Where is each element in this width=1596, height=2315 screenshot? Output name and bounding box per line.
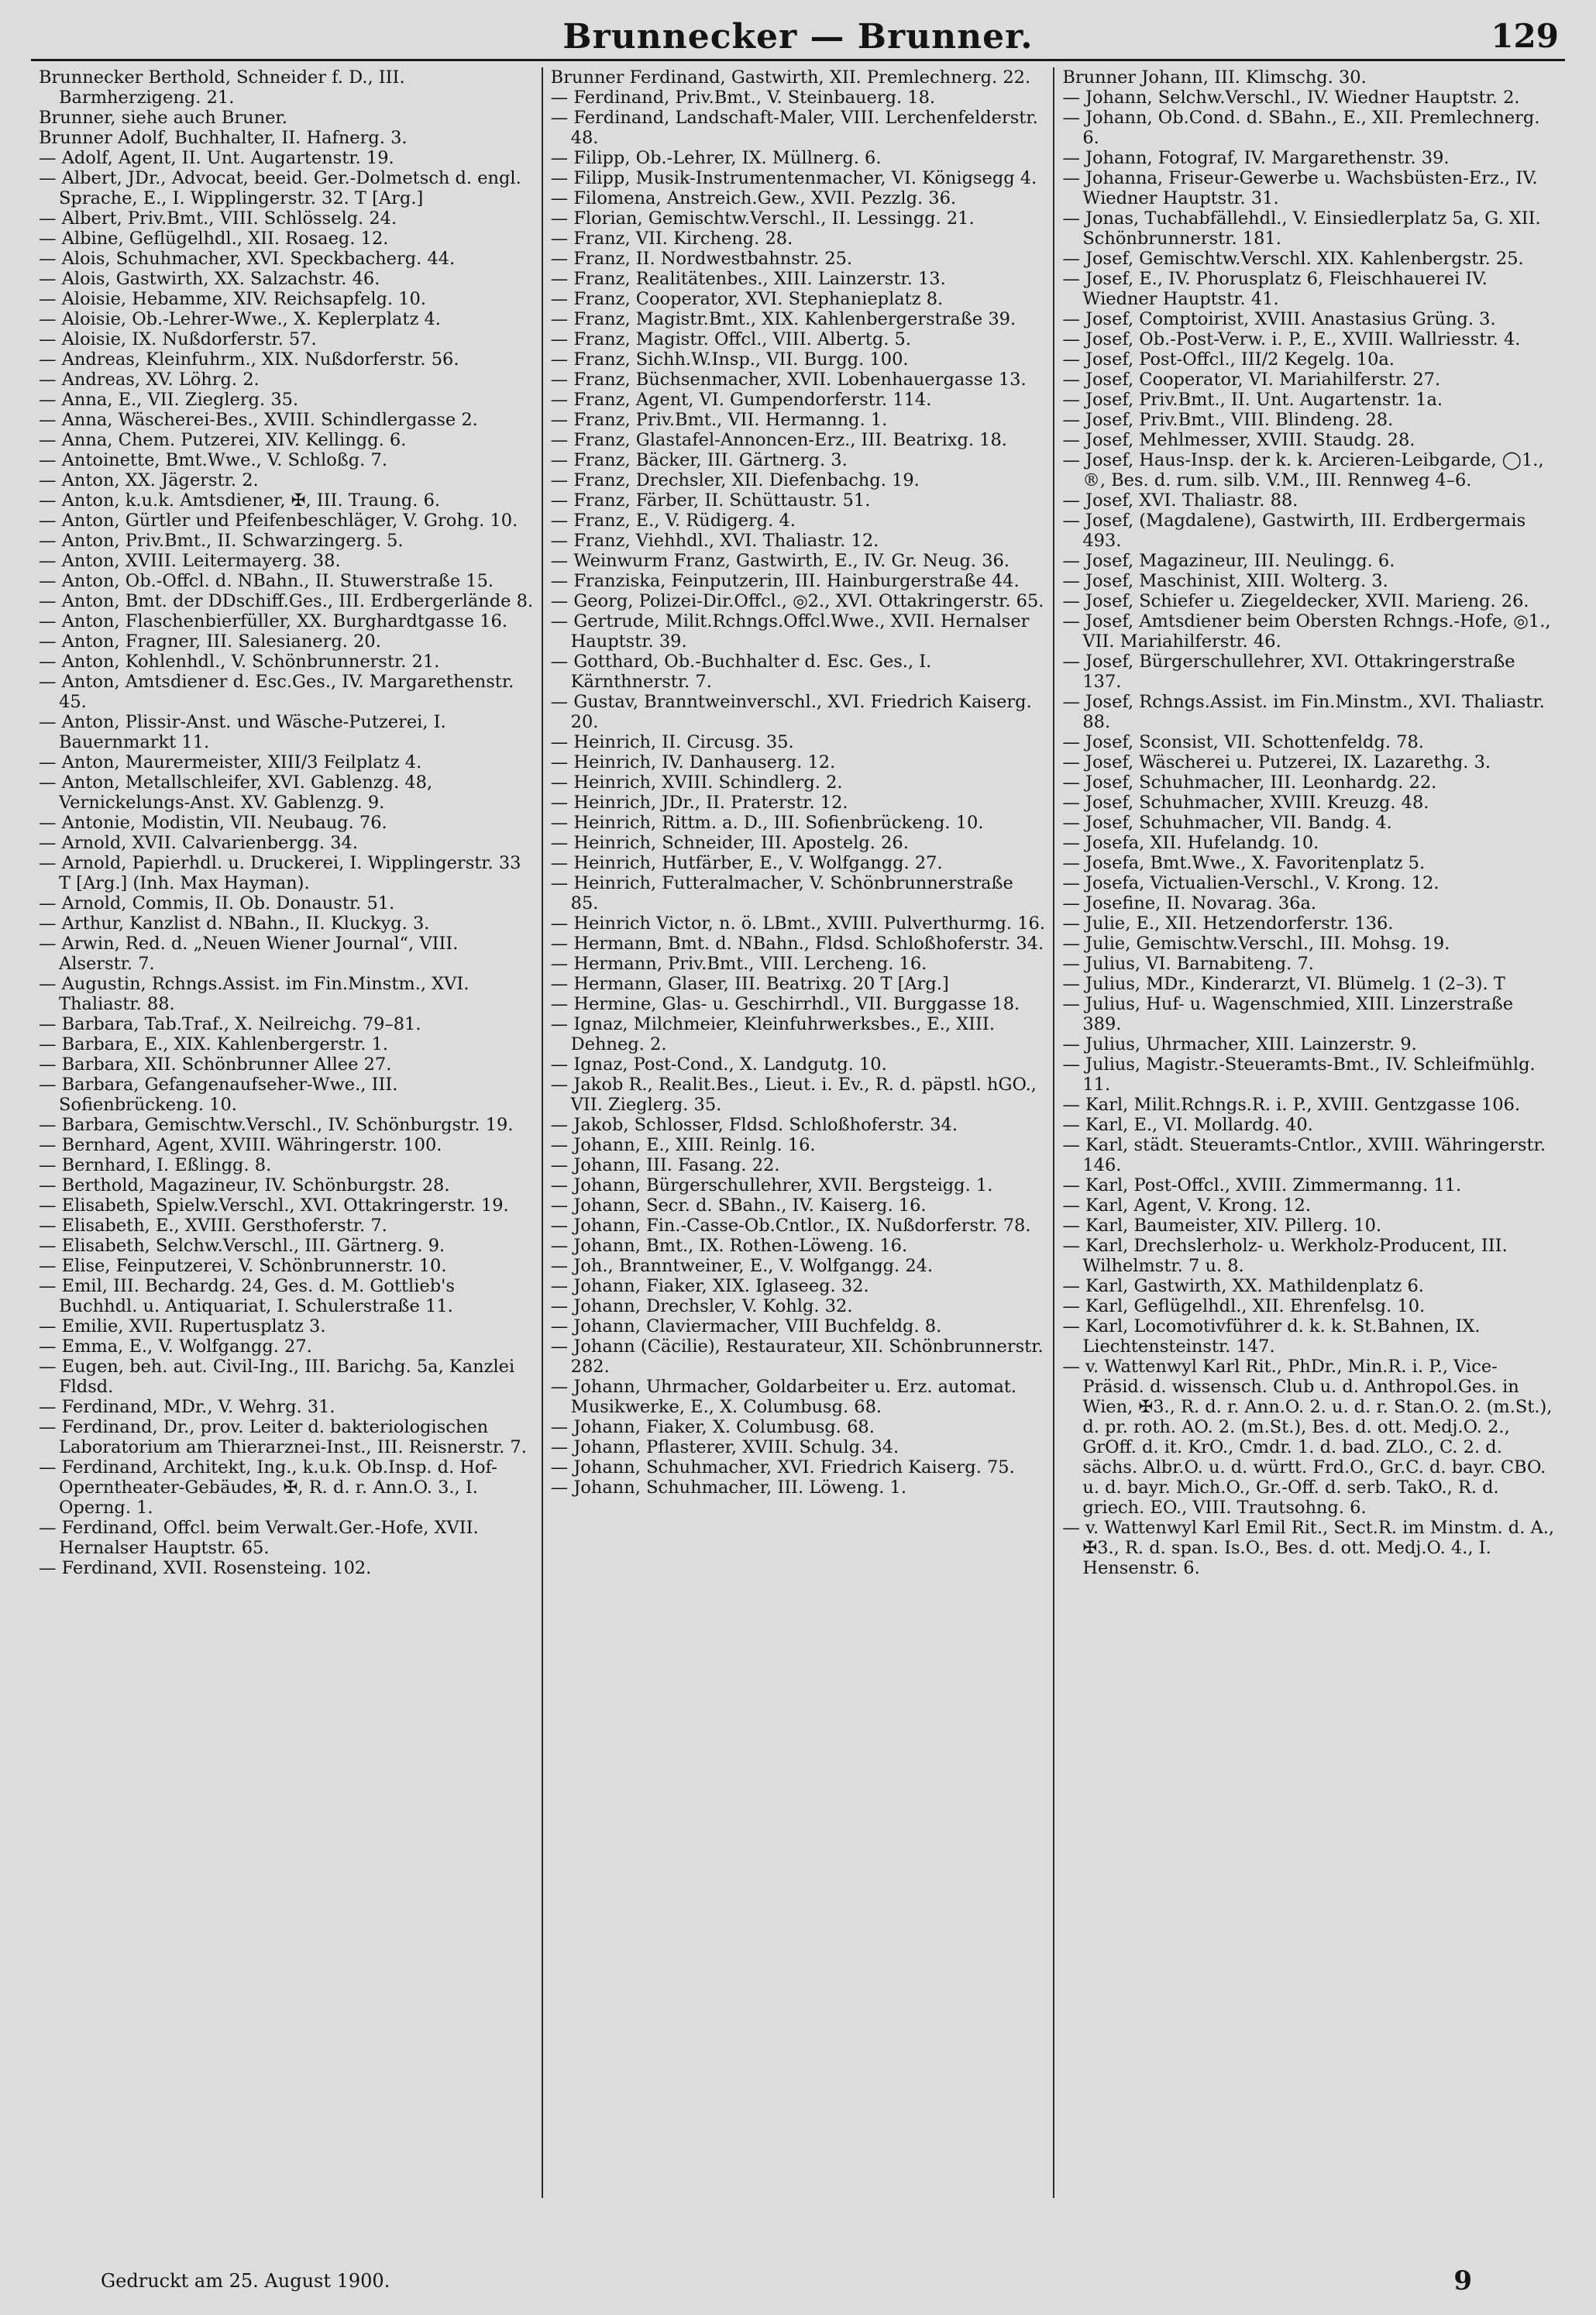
directory-entry: — Johann, Fin.-Casse-Ob.Cntlor., IX. Nußdorferstr. 78. <box>550 1216 1031 1236</box>
directory-entry: — Filomena, Anstreich.Gew., XVII. Pezzlg. 36. <box>550 188 957 208</box>
directory-entry: — Josef, Post-Offcl., III/2 Kegelg. 10a. <box>1062 349 1395 370</box>
directory-entry: — Franz, Bäcker, III. Gärtnerg. 3. <box>550 450 848 470</box>
directory-entry: — Barbara, E., XIX. Kahlenbergerstr. 1. <box>39 1034 389 1054</box>
directory-entry: — Aloisie, Ob.-Lehrer-Wwe., X. Keplerplatz 4. <box>39 309 441 329</box>
directory-entry: — Arnold, Papierhdl. u. Druckerei, I. Wipplingerstr. 33 T [Arg.] (Inh. Max Hayman). <box>39 853 521 893</box>
directory-entry: — Josef, Ob.-Post-Verw. i. P., E., XVIII. Wallriesstr. 4. <box>1062 329 1521 349</box>
directory-entry: — Anton, Fragner, III. Salesianerg. 20. <box>39 631 381 652</box>
directory-entry: — Josefa, XII. Hufelandg. 10. <box>1062 833 1319 853</box>
directory-entry: — Franz, E., V. Rüdigerg. 4. <box>550 511 796 531</box>
directory-entry: — Johann, Schuhmacher, XVI. Friedrich Kaiserg. 75. <box>550 1457 1015 1477</box>
directory-entry: — Johann, Fotograf, IV. Margarethenstr. 39. <box>1062 148 1450 168</box>
directory-entry: — Josef, E., IV. Phorusplatz 6, Fleischhauerei IV. Wiedner Hauptstr. 41. <box>1062 269 1488 309</box>
directory-entry: — Josef, Priv.Bmt., VIII. Blindeng. 28. <box>1062 410 1394 430</box>
directory-entry: — Anton, Flaschenbierfüller, XX. Burghardtgasse 16. <box>39 611 508 631</box>
directory-entry: — Arnold, Commis, II. Ob. Donaustr. 51. <box>39 893 395 913</box>
directory-entry: — Gertrude, Milit.Rchngs.Offcl.Wwe., XVII. Hernalser Hauptstr. 39. <box>550 611 1030 652</box>
directory-entry: — Emma, E., V. Wolfgangg. 27. <box>39 1336 312 1357</box>
directory-entry: — Albine, Geflügelhdl., XII. Rosaeg. 12. <box>39 229 389 249</box>
directory-entry: — Josef, Amtsdiener beim Obersten Rchngs.-Hofe, ◎1., VII. Mariahilferstr. 46. <box>1062 611 1551 652</box>
directory-entry: — Ferdinand, Offcl. beim Verwalt.Ger.-Hofe, XVII. Hernalser Hauptstr. 65. <box>39 1518 479 1558</box>
directory-entry: — Florian, Gemischtw.Verschl., II. Lessingg. 21. <box>550 208 975 229</box>
directory-entry: — Anna, Chem. Putzerei, XIV. Kellingg. 6. <box>39 430 407 450</box>
directory-entry: — Heinrich, Hutfärber, E., V. Wolfgangg. 27. <box>550 853 943 873</box>
directory-entry: — Josef, Schuhmacher, XVIII. Kreuzg. 48. <box>1062 793 1429 813</box>
directory-entry: — Heinrich, IV. Danhauserg. 12. <box>550 752 836 772</box>
signature-mark: 9 <box>1453 2265 1472 2296</box>
directory-entry: — Johann, Bmt., IX. Rothen-Löweng. 16. <box>550 1236 908 1256</box>
directory-entry: — Aloisie, IX. Nußdorferstr. 57. <box>39 329 317 349</box>
directory-entry: — Johann, Secr. d. SBahn., IV. Kaiserg. 16. <box>550 1195 927 1216</box>
directory-entry: — Johann, Claviermacher, VIII Buchfeldg. 8. <box>550 1316 942 1336</box>
directory-entry: — Julius, Magistr.-Steueramts-Bmt., IV. Schleifmühlg. 11. <box>1062 1054 1536 1095</box>
directory-entry: — Franz, Cooperator, XVI. Stephanieplatz 8. <box>550 289 944 309</box>
columns <box>31 67 1565 2198</box>
directory-entry: — Jonas, Tuchabfällehdl., V. Einsiedlerplatz 5a, G. XII. Schönbrunnerstr. 181. <box>1062 208 1541 249</box>
directory-entry: — Weinwurm Franz, Gastwirth, E., IV. Gr. Neug. 36. <box>550 551 1010 571</box>
directory-entry: — Anna, E., VII. Zieglerg. 35. <box>39 390 299 410</box>
directory-entry: — Joh., Branntweiner, E., V. Wolfgangg. 24. <box>550 1256 934 1276</box>
directory-entry: — Johann, Uhrmacher, Goldarbeiter u. Erz. automat. Musikwerke, E., X. Columbusg. 68. <box>550 1377 1017 1417</box>
directory-entry: — Heinrich, JDr., II. Praterstr. 12. <box>550 793 848 813</box>
directory-entry: — Josef, Rchngs.Assist. im Fin.Minstm., XVI. Thaliastr. 88. <box>1062 692 1545 732</box>
directory-entry: — Franz, Agent, VI. Gumpendorferstr. 114. <box>550 390 932 410</box>
directory-entry: — Anton, Plissir-Anst. und Wäsche-Putzerei, I. Bauernmarkt 11. <box>39 712 446 752</box>
directory-entry: — Josef, Magazineur, III. Neulingg. 6. <box>1062 551 1395 571</box>
directory-entry: — Barbara, Gefangenaufseher-Wwe., III. Sofienbrückeng. 10. <box>39 1075 398 1115</box>
directory-entry: — Karl, Baumeister, XIV. Pillerg. 10. <box>1062 1216 1382 1236</box>
directory-entry: — Karl, Drechslerholz- u. Werkholz-Producent, III. Wilhelmstr. 7 u. 8. <box>1062 1236 1508 1276</box>
directory-entry: — Johann, E., XIII. Reinlg. 16. <box>550 1135 816 1155</box>
column-3 <box>1054 67 1565 2198</box>
directory-entry: — Bernhard, I. Eßlingg. 8. <box>39 1155 272 1175</box>
directory-entry: — Franz, Färber, II. Schüttaustr. 51. <box>550 490 871 511</box>
directory-entry: — Ferdinand, Landschaft-Maler, VIII. Lerchenfelderstr. 48. <box>550 108 1038 148</box>
column-2 <box>543 67 1055 2198</box>
directory-entry: — Karl, E., VI. Mollardg. 40. <box>1062 1115 1313 1135</box>
directory-entry: — Johann, III. Fasang. 22. <box>550 1155 780 1175</box>
directory-entry: — Barbara, XII. Schönbrunner Allee 27. <box>39 1054 392 1075</box>
directory-entry: — Johann (Cäcilie), Restaurateur, XII. Schönbrunnerstr. 282. <box>550 1336 1044 1377</box>
directory-entry: — Elisabeth, Selchw.Verschl., III. Gärtnerg. 9. <box>39 1236 445 1256</box>
directory-entry: — Adolf, Agent, II. Unt. Augartenstr. 19. <box>39 148 394 168</box>
directory-entry: — Hermann, Bmt. d. NBahn., Fldsd. Schloßhoferstr. 34. <box>550 934 1044 954</box>
directory-entry: — Anton, k.u.k. Amtsdiener, ✠, III. Traung. 6. <box>39 490 441 511</box>
column-1 <box>31 67 543 2198</box>
directory-entry: — Franz, Magistr.Bmt., XIX. Kahlenbergerstraße 39. <box>550 309 1016 329</box>
directory-entry: — Franz, Magistr. Offcl., VIII. Albertg. 5. <box>550 329 912 349</box>
directory-entry: — Emilie, XVII. Rupertusplatz 3. <box>39 1316 326 1336</box>
directory-entry: — v. Wattenwyl Karl Emil Rit., Sect.R. im Minstm. d. A., ✠3., R. d. span. Is.O., Bes. d. ott. Medj.O. 4., I. Hensenstr. 6. <box>1062 1518 1555 1578</box>
directory-entry: — Karl, Post-Offcl., XVIII. Zimmermanng. 11. <box>1062 1175 1462 1195</box>
directory-entry: — Ferdinand, Dr., prov. Leiter d. bakteriologischen Laboratorium am Thierarznei-Inst., III. Reisnerstr. 7. <box>39 1417 527 1457</box>
directory-entry: — Josef, Schiefer u. Ziegeldecker, XVII. Marieng. 26. <box>1062 591 1529 611</box>
directory-entry: — Anton, Ob.-Offcl. d. NBahn., II. Stuwerstraße 15. <box>39 571 494 591</box>
directory-entry: — Andreas, XV. Löhrg. 2. <box>39 370 260 390</box>
directory-entry: — Albert, Priv.Bmt., VIII. Schlösselg. 24. <box>39 208 397 229</box>
directory-entry: — Johann, Schuhmacher, III. Löweng. 1. <box>550 1477 907 1498</box>
directory-entry: — Arwin, Red. d. „Neuen Wiener Journal“, VIII. Alserstr. 7. <box>39 934 459 974</box>
footer <box>31 2265 1565 2301</box>
directory-entry: — Franz, Realitätenbes., XIII. Lainzerstr. 13. <box>550 269 946 289</box>
directory-entry: — Josefa, Victualien-Verschl., V. Krong. 12. <box>1062 873 1439 893</box>
directory-entry: — Emil, III. Bechardg. 24, Ges. d. M. Gottlieb's Buchhdl. u. Antiquariat, I. Schulerstraße 11. <box>39 1276 455 1316</box>
directory-entry: — Jakob, Schlosser, Fldsd. Schloßhoferstr. 34. <box>550 1115 958 1135</box>
directory-entry: — Franz, Büchsenmacher, XVII. Lobenhauergasse 13. <box>550 370 1027 390</box>
directory-entry: — Hermann, Priv.Bmt., VIII. Lercheng. 16. <box>550 954 927 974</box>
directory-entry: — Johann, Fiaker, X. Columbusg. 68. <box>550 1417 875 1437</box>
printed-date: Gedruckt am 25. August 1900. <box>101 2270 390 2292</box>
directory-entry: — Karl, Geflügelhdl., XII. Ehrenfelsg. 10. <box>1062 1296 1426 1316</box>
directory-entry: — Johann, Drechsler, V. Kohlg. 32. <box>550 1296 853 1316</box>
directory-entry: — Julius, Huf- u. Wagenschmied, XIII. Linzerstraße 389. <box>1062 994 1514 1034</box>
directory-entry: — Anton, Kohlenhdl., V. Schönbrunnerstr. 21. <box>39 652 440 672</box>
page-number: 129 <box>1491 17 1559 55</box>
directory-entry: — Anton, XX. Jägerstr. 2. <box>39 470 259 490</box>
directory-entry: — Eugen, beh. aut. Civil-Ing., III. Barichg. 5a, Kanzlei Fldsd. <box>39 1357 515 1397</box>
directory-entry: — Alois, Schuhmacher, XVI. Speckbacherg. 44. <box>39 249 456 269</box>
directory-entry: — Franz, Sichh.W.Insp., VII. Burgg. 100. <box>550 349 909 370</box>
directory-entry: — Josef, Maschinist, XIII. Wolterg. 3. <box>1062 571 1388 591</box>
directory-entry: Brunner Ferdinand, Gastwirth, XII. Premlechnerg. 22. <box>550 67 1031 88</box>
directory-entry: — Karl, Milit.Rchngs.R. i. P., XVIII. Gentzgasse 106. <box>1062 1095 1521 1115</box>
directory-entry: — Ferdinand, MDr., V. Wehrg. 31. <box>39 1397 335 1417</box>
directory-entry: — Josef, Haus-Insp. der k. k. Arcieren-Leibgarde, ◯1., ®, Bes. d. rum. silb. V.M., III. Rennweg 4–6. <box>1062 450 1544 490</box>
directory-entry: — Franz, Viehhdl., XVI. Thaliastr. 12. <box>550 531 879 551</box>
directory-entry: — Alois, Gastwirth, XX. Salzachstr. 46. <box>39 269 380 289</box>
directory-entry: — Julius, Uhrmacher, XIII. Lainzerstr. 9. <box>1062 1034 1417 1054</box>
directory-entry: — Arnold, XVII. Calvarienbergg. 34. <box>39 833 359 853</box>
directory-entry: — Josef, Cooperator, VI. Mariahilferstr. 27. <box>1062 370 1441 390</box>
directory-entry: — Heinrich, II. Circusg. 35. <box>550 732 794 752</box>
directory-entry: — v. Wattenwyl Karl Rit., PhDr., Min.R. i. P., Vice-Präsid. d. wissensch. Club u. d. Anthropol.Ges. in Wien, ✠3., R. d. r. Ann.O. 2. u. d. r. Stan.O. 2. (m.St.), d. pr. roth. AO. 2. (m.St.), Bes. d. ott. Medj.O. 2., GrOff. d. it. KrO., Cmdr. 1. d. bad. ZLO., C. 2. d. sächs. Albr.O. u. d. württ. Frd.O., Gr.C. d. bayr. CBO. u. d. bayr. Mich.O., Gr.-Off. d. serb. TakO., R. d. griech. EO., VIII. Trautsohng. 6. <box>1062 1357 1553 1518</box>
directory-entry: — Andreas, Kleinfuhrm., XIX. Nußdorferstr. 56. <box>39 349 459 370</box>
directory-entry: — Bernhard, Agent, XVIII. Währingerstr. 100. <box>39 1135 442 1155</box>
directory-entry: — Franziska, Feinputzerin, III. Hainburgerstraße 44. <box>550 571 1020 591</box>
directory-entry: — Josef, Priv.Bmt., II. Unt. Augartenstr. 1a. <box>1062 390 1443 410</box>
directory-entry: Brunnecker Berthold, Schneider f. D., III. Barmherzigeng. 21. <box>39 67 405 108</box>
directory-entry: — Johann, Bürgerschullehrer, XVII. Bergsteigg. 1. <box>550 1175 993 1195</box>
directory-entry: — Anton, Bmt. der DDschiff.Ges., III. Erdbergerlände 8. <box>39 591 534 611</box>
directory-entry: — Augustin, Rchngs.Assist. im Fin.Minstm., XVI. Thaliastr. 88. <box>39 974 470 1014</box>
directory-entry: — Josef, Wäscherei u. Putzerei, IX. Lazarethg. 3. <box>1062 752 1491 772</box>
directory-entry: — Ferdinand, XVII. Rosensteing. 102. <box>39 1558 372 1578</box>
directory-entry: — Josef, Schuhmacher, III. Leonhardg. 22. <box>1062 772 1437 793</box>
directory-entry: — Heinrich, Schneider, III. Apostelg. 26. <box>550 833 909 853</box>
directory-entry: — Josef, Bürgerschullehrer, XVI. Ottakringerstraße 137. <box>1062 652 1515 692</box>
directory-entry: — Franz, II. Nordwestbahnstr. 25. <box>550 249 853 269</box>
directory-entry: — Gotthard, Ob.-Buchhalter d. Esc. Ges., I. Kärnthnerstr. 7. <box>550 652 932 692</box>
directory-entry: — Julie, Gemischtw.Verschl., III. Mohsg. 19. <box>1062 934 1450 954</box>
directory-entry: — Anton, Gürtler und Pfeifenbeschläger, V. Grohg. 10. <box>39 511 518 531</box>
directory-entry: — Julius, MDr., Kinderarzt, VI. Blümelg. 1 (2–3). T <box>1062 974 1505 994</box>
directory-entry: — Johanna, Friseur-Gewerbe u. Wachsbüsten-Erz., IV. Wiedner Hauptstr. 31. <box>1062 168 1538 208</box>
directory-entry: — Karl, Agent, V. Krong. 12. <box>1062 1195 1311 1216</box>
directory-entry: — Elisabeth, Spielw.Verschl., XVI. Ottakringerstr. 19. <box>39 1195 509 1216</box>
directory-entry: — Josef, Sconsist, VII. Schottenfeldg. 78. <box>1062 732 1424 752</box>
directory-entry: — Filipp, Ob.-Lehrer, IX. Müllnerg. 6. <box>550 148 882 168</box>
directory-entry: — Josef, Gemischtw.Verschl. XIX. Kahlenbergstr. 25. <box>1062 249 1524 269</box>
directory-entry: — Heinrich Victor, n. ö. LBmt., XVIII. Pulverthurmg. 16. <box>550 913 1045 934</box>
directory-entry: — Josefine, II. Novarag. 36a. <box>1062 893 1317 913</box>
directory-entry: — Elisabeth, E., XVIII. Gersthoferstr. 7. <box>39 1216 387 1236</box>
running-title: Brunnecker — Brunner. <box>562 16 1034 57</box>
directory-entry: — Franz, Drechsler, XII. Diefenbachg. 19. <box>550 470 920 490</box>
directory-entry: — Albert, JDr., Advocat, beeid. Ger.-Dolmetsch d. engl. Sprache, E., I. Wipplingerstr. 32. T [Arg.] <box>39 168 521 208</box>
directory-entry: — Heinrich, XVIII. Schindlerg. 2. <box>550 772 843 793</box>
directory-entry: — Anton, Metallschleifer, XVI. Gablenzg. 48, Vernickelungs-Anst. XV. Gablenzg. 9. <box>39 772 433 813</box>
directory-entry: — Anton, Priv.Bmt., II. Schwarzingerg. 5. <box>39 531 404 551</box>
directory-entry: Brunner, siehe auch Bruner. <box>39 108 287 128</box>
directory-entry: — Jakob R., Realit.Bes., Lieut. i. Ev., R. d. päpstl. hGO., VII. Zieglerg. 35. <box>550 1075 1037 1115</box>
directory-entry: — Georg, Polizei-Dir.Offcl., ◎2., XVI. Ottakringerstr. 65. <box>550 591 1044 611</box>
directory-entry: — Anton, Maurermeister, XIII/3 Feilplatz 4. <box>39 752 422 772</box>
running-head <box>31 14 1565 61</box>
directory-entry: — Ferdinand, Architekt, Ing., k.u.k. Ob.Insp. d. Hof-Operntheater-Gebäudes, ✠, R. d. r. Ann.O. 3., I. Operng. 1. <box>39 1457 497 1518</box>
directory-entry: — Johann, Ob.Cond. d. SBahn., E., XII. Premlechnerg. 6. <box>1062 108 1540 148</box>
directory-entry: — Johann, Selchw.Verschl., IV. Wiedner Hauptstr. 2. <box>1062 88 1520 108</box>
directory-entry: — Elise, Feinputzerei, V. Schönbrunnerstr. 10. <box>39 1256 447 1276</box>
directory-entry: — Ferdinand, Priv.Bmt., V. Steinbauerg. 18. <box>550 88 936 108</box>
directory-entry: — Johann, Pflasterer, XVIII. Schulg. 34. <box>550 1437 899 1457</box>
directory-entry: — Antonie, Modistin, VII. Neubaug. 76. <box>39 813 387 833</box>
directory-entry: — Antoinette, Bmt.Wwe., V. Schloßg. 7. <box>39 450 387 470</box>
directory-entry: — Arthur, Kanzlist d. NBahn., II. Kluckyg. 3. <box>39 913 430 934</box>
directory-entry: — Heinrich, Rittm. a. D., III. Sofienbrückeng. 10. <box>550 813 984 833</box>
directory-entry: — Julius, VI. Barnabiteng. 7. <box>1062 954 1314 974</box>
directory-entry: Brunner Adolf, Buchhalter, II. Hafnerg. 3. <box>39 128 408 148</box>
directory-entry: — Julie, E., XII. Hetzendorferstr. 136. <box>1062 913 1394 934</box>
directory-entry: — Berthold, Magazineur, IV. Schönburgstr. 28. <box>39 1175 450 1195</box>
directory-entry: — Ignaz, Post-Cond., X. Landgutg. 10. <box>550 1054 887 1075</box>
directory-entry: — Josef, Schuhmacher, VII. Bandg. 4. <box>1062 813 1392 833</box>
directory-entry: — Barbara, Tab.Traf., X. Neilreichg. 79–81. <box>39 1014 421 1034</box>
directory-entry: — Gustav, Branntweinverschl., XVI. Friedrich Kaiserg. 20. <box>550 692 1032 732</box>
directory-entry: — Karl, Locomotivführer d. k. k. St.Bahnen, IX. Liechtensteinstr. 147. <box>1062 1316 1481 1357</box>
directory-entry: — Barbara, Gemischtw.Verschl., IV. Schönburgstr. 19. <box>39 1115 514 1135</box>
directory-entry: — Anton, XVIII. Leitermayerg. 38. <box>39 551 341 571</box>
directory-entry: — Franz, Priv.Bmt., VII. Hermanng. 1. <box>550 410 888 430</box>
directory-entry: — Josef, (Magdalene), Gastwirth, III. Erdbergermais 493. <box>1062 511 1526 551</box>
directory-entry: — Franz, Glastafel-Annoncen-Erz., III. Beatrixg. 18. <box>550 430 1007 450</box>
directory-entry: — Josef, Mehlmesser, XVIII. Staudg. 28. <box>1062 430 1415 450</box>
directory-entry: — Anton, Amtsdiener d. Esc.Ges., IV. Margarethenstr. 45. <box>39 672 514 712</box>
directory-entry: — Ignaz, Milchmeier, Kleinfuhrwerksbes., E., XIII. Dehneg. 2. <box>550 1014 995 1054</box>
directory-entry: — Hermine, Glas- u. Geschirrhdl., VII. Burggasse 18. <box>550 994 1020 1014</box>
directory-entry: — Josefa, Bmt.Wwe., X. Favoritenplatz 5. <box>1062 853 1426 873</box>
directory-entry: — Karl, Gastwirth, XX. Mathildenplatz 6. <box>1062 1276 1424 1296</box>
directory-entry: — Anna, Wäscherei-Bes., XVIII. Schindlergasse 2. <box>39 410 478 430</box>
directory-entry: — Filipp, Musik-Instrumentenmacher, VI. Königsegg 4. <box>550 168 1037 188</box>
directory-entry: — Hermann, Glaser, III. Beatrixg. 20 T [Arg.] <box>550 974 949 994</box>
directory-entry: — Aloisie, Hebamme, XIV. Reichsapfelg. 10. <box>39 289 427 309</box>
directory-entry: — Josef, XVI. Thaliastr. 88. <box>1062 490 1298 511</box>
directory-entry: — Johann, Fiaker, XIX. Iglaseeg. 32. <box>550 1276 869 1296</box>
directory-entry: Brunner Johann, III. Klimschg. 30. <box>1062 67 1367 88</box>
directory-entry: — Heinrich, Futteralmacher, V. Schönbrunnerstraße 85. <box>550 873 1013 913</box>
directory-entry: — Franz, VII. Kircheng. 28. <box>550 229 793 249</box>
directory-entry: — Josef, Comptoirist, XVIII. Anastasius Grüng. 3. <box>1062 309 1496 329</box>
directory-entry: — Karl, städt. Steueramts-Cntlor., XVIII. Währingerstr. 146. <box>1062 1135 1546 1175</box>
